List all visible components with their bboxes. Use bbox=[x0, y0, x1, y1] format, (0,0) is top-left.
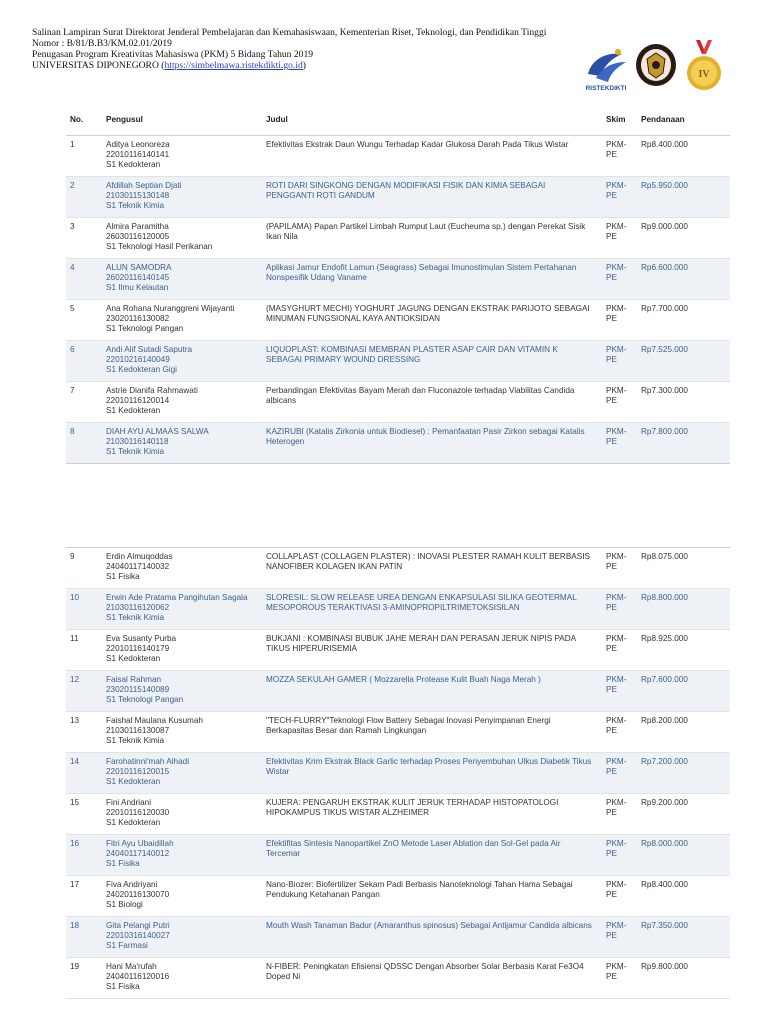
table-row bbox=[66, 917, 730, 958]
table-row bbox=[66, 177, 730, 218]
row-skim: PKM-PE bbox=[602, 917, 637, 958]
table-row bbox=[66, 876, 730, 917]
row-prodi: S1 Farmasi bbox=[106, 941, 148, 950]
row-nim: 24020116130070 bbox=[106, 890, 170, 899]
row-judul: LIQUOPLAST: KOMBINASI MEMBRAN PLASTER ASAP CAIR DAN VITAMIN K SEBAGAI PRIMARY WOUND DRESSING bbox=[262, 341, 602, 382]
row-prodi: S1 Teknik Kimia bbox=[106, 447, 165, 456]
table-row bbox=[66, 712, 730, 753]
table-row bbox=[66, 753, 730, 794]
row-pengusul bbox=[102, 259, 262, 300]
row-judul: Efektivitas Krim Ekstrak Black Garlic terhadap Proses Penyembuhan Ulkus Diabetik Tikus Wistar bbox=[262, 753, 602, 794]
header-skim: Skim bbox=[602, 105, 637, 136]
row-nim: 22010116140141 bbox=[106, 150, 170, 159]
table-row bbox=[66, 218, 730, 259]
row-judul: Aplikasi Jamur Endofit Lamun (Seagrass) Sebagai Imunostimulan Sistem Pertahanan Nonspesifik Udang Vaname bbox=[262, 259, 602, 300]
row-name: Fini Andriani bbox=[106, 798, 152, 807]
row-prodi: S1 Fisika bbox=[106, 982, 140, 991]
row-name: Fitri Ayu Ubaidillah bbox=[106, 839, 174, 848]
row-skim: PKM-PE bbox=[602, 177, 637, 218]
row-judul: (MASYGHURT MECHI) YOGHURT JAGUNG DENGAN EKSTRAK PARIJOTO SEBAGAI MINUMAN FUNGSIONAL KAYA ANTIOKSIDAN bbox=[262, 300, 602, 341]
row-prodi: S1 Teknik Kimia bbox=[106, 613, 165, 622]
page-break-cell bbox=[66, 464, 730, 548]
row-name: Faisal Rahman bbox=[106, 675, 162, 684]
row-skim: PKM-PE bbox=[602, 136, 637, 177]
row-name: Gita Pelangi Putri bbox=[106, 921, 170, 930]
row-skim: PKM-PE bbox=[602, 423, 637, 464]
row-skim: PKM-PE bbox=[602, 341, 637, 382]
row-name: Andi Alif Sutadi Saputra bbox=[106, 345, 193, 354]
row-pendanaan: Rp7.300.000 bbox=[637, 382, 730, 423]
logo-group bbox=[582, 40, 742, 92]
header-pendanaan: Pendanaan bbox=[637, 105, 730, 136]
table-header-row bbox=[66, 105, 730, 136]
header-judul: Judul bbox=[262, 105, 602, 136]
row-pendanaan: Rp5.950.000 bbox=[637, 177, 730, 218]
header-line-number: Nomor : B/81/B.B3/KM.02.01/2019 bbox=[32, 38, 172, 49]
table-row bbox=[66, 589, 730, 630]
row-no: 15 bbox=[66, 794, 102, 835]
row-skim: PKM-PE bbox=[602, 958, 637, 999]
row-prodi: S1 Fisika bbox=[106, 572, 140, 581]
row-name: Faishal Maulana Kusumah bbox=[106, 716, 203, 725]
row-pendanaan: Rp6.600.000 bbox=[637, 259, 730, 300]
header-line-letter: Salinan Lampiran Surat Direktorat Jenderal Pembelajaran dan Kemahasiswaan, Kementerian Riset, Teknologi, dan Pendidikan Tinggi bbox=[32, 27, 547, 38]
row-no: 11 bbox=[66, 630, 102, 671]
row-prodi: S1 Biologi bbox=[106, 900, 143, 909]
row-name: Ana Rohana Nuranggreni Wijayanti bbox=[106, 304, 235, 313]
header-no: No. bbox=[66, 105, 102, 136]
row-no: 3 bbox=[66, 218, 102, 259]
row-pendanaan: Rp7.600.000 bbox=[637, 671, 730, 712]
row-judul: KAZIRUBI (Katalis Zirkonia untuk Biodiesel) : Pemanfaatan Pasir Zirkon sebagai Katalis Heterogen bbox=[262, 423, 602, 464]
row-no: 17 bbox=[66, 876, 102, 917]
header-line-university bbox=[32, 60, 592, 71]
row-judul: N-FIBER: Peningkatan Efisiensi QDSSC Dengan Absorber Solar Berbasis Karat Fe3O4 Doped Ni bbox=[262, 958, 602, 999]
row-nim: 22010116120014 bbox=[106, 396, 170, 405]
row-nim: 24040117140032 bbox=[106, 562, 170, 571]
row-judul: ROTI DARI SINGKONG DENGAN MODIFIKASI FISIK DAN KIMIA SEBAGAI PENGGANTI ROTI GANDUM bbox=[262, 177, 602, 218]
row-skim: PKM-PE bbox=[602, 382, 637, 423]
row-pengusul bbox=[102, 835, 262, 876]
row-no: 14 bbox=[66, 753, 102, 794]
ristek-logo-label: RISTEKDIKTI bbox=[585, 85, 627, 92]
row-pengusul bbox=[102, 548, 262, 589]
row-name: Astrie Dianifa Rahmawati bbox=[106, 386, 198, 395]
row-nim: 24040116120016 bbox=[106, 972, 170, 981]
row-pendanaan: Rp7.800.000 bbox=[637, 423, 730, 464]
page-break-gap bbox=[66, 464, 730, 548]
row-prodi: S1 Teknik Kimia bbox=[106, 201, 165, 210]
row-nim: 21030115130148 bbox=[106, 191, 170, 200]
row-nim: 22010316140027 bbox=[106, 931, 170, 940]
row-prodi: S1 Teknologi Pangan bbox=[106, 695, 184, 704]
row-no: 7 bbox=[66, 382, 102, 423]
table-row bbox=[66, 341, 730, 382]
university-suffix: ) bbox=[302, 60, 306, 71]
row-judul: SLORESIL: SLOW RELEASE UREA DENGAN ENKAPSULASI SILIKA GEOTERMAL MESOPOROUS TERAKTIVASI 3-AMINOPROPILTRIMETOKSISILAN bbox=[262, 589, 602, 630]
table-row bbox=[66, 259, 730, 300]
row-prodi: S1 Fisika bbox=[106, 859, 140, 868]
table-row bbox=[66, 958, 730, 999]
row-no: 13 bbox=[66, 712, 102, 753]
row-pendanaan: Rp7.200.000 bbox=[637, 753, 730, 794]
row-judul: "TECH-FLURRY"Teknologi Flow Battery Sebagai Inovasi Penyimpanan Energi Berkapasitas Besar dan Ramah Lingkungan bbox=[262, 712, 602, 753]
row-pengusul bbox=[102, 958, 262, 999]
row-skim: PKM-PE bbox=[602, 876, 637, 917]
row-judul: KUJERA: PENGARUH EKSTRAK KULIT JERUK TERHADAP HISTOPATOLOGI HIPOKAMPUS TIKUS WISTAR ALZHEIMER bbox=[262, 794, 602, 835]
row-name: Hani Ma'rufah bbox=[106, 962, 157, 971]
row-prodi: S1 Ilmu Kelautan bbox=[106, 283, 169, 292]
row-nim: 22010116120030 bbox=[106, 808, 170, 817]
row-prodi: S1 Teknik Kimia bbox=[106, 736, 165, 745]
row-prodi: S1 Kedokteran bbox=[106, 654, 161, 663]
row-pengusul bbox=[102, 218, 262, 259]
row-nim: 21030116130087 bbox=[106, 726, 170, 735]
row-no: 18 bbox=[66, 917, 102, 958]
row-pendanaan: Rp7.700.000 bbox=[637, 300, 730, 341]
table-body bbox=[66, 136, 730, 999]
table-row bbox=[66, 136, 730, 177]
row-prodi: S1 Kedokteran bbox=[106, 777, 161, 786]
row-nim: 23020115140089 bbox=[106, 685, 170, 694]
row-pendanaan: Rp7.350.000 bbox=[637, 917, 730, 958]
row-skim: PKM-PE bbox=[602, 671, 637, 712]
row-pengusul bbox=[102, 753, 262, 794]
simbelmawa-link[interactable]: https://simbelmawa.ristekdikti.go.id bbox=[164, 60, 303, 71]
row-no: 6 bbox=[66, 341, 102, 382]
row-pendanaan: Rp8.075.000 bbox=[637, 548, 730, 589]
row-pengusul bbox=[102, 382, 262, 423]
row-pengusul bbox=[102, 136, 262, 177]
table-row bbox=[66, 548, 730, 589]
row-pendanaan: Rp8.800.000 bbox=[637, 589, 730, 630]
row-nim: 24040117140012 bbox=[106, 849, 170, 858]
row-nim: 22010116140179 bbox=[106, 644, 170, 653]
row-pendanaan: Rp8.000.000 bbox=[637, 835, 730, 876]
row-name: Farohatinni'mah Alhadi bbox=[106, 757, 190, 766]
row-judul: Nano-Biozer: Biofertilizer Sekam Padi Berbasis Nanoteknologi Tahan Hama Sebagai Pendukung Ketahanan Pangan bbox=[262, 876, 602, 917]
table-row bbox=[66, 671, 730, 712]
row-nim: 26020116140145 bbox=[106, 273, 170, 282]
pkm-table bbox=[66, 105, 730, 999]
row-pendanaan: Rp8.400.000 bbox=[637, 136, 730, 177]
table-row bbox=[66, 835, 730, 876]
row-judul: Perbandingan Efektivitas Bayam Merah dan Fluconazole terhadap Viabilitas Candida albicans bbox=[262, 382, 602, 423]
row-judul: (PAPILAMA) Papan Partikel Limbah Rumput Laut (Eucheuma sp.) dengan Perekat Sisik Ikan Nila bbox=[262, 218, 602, 259]
row-prodi: S1 Teknologi Pangan bbox=[106, 324, 184, 333]
row-prodi: S1 Kedokteran bbox=[106, 818, 161, 827]
row-name: Almira Paramitha bbox=[106, 222, 169, 231]
table-row bbox=[66, 382, 730, 423]
row-no: 8 bbox=[66, 423, 102, 464]
ristekdikti-logo bbox=[582, 44, 630, 92]
table-row bbox=[66, 630, 730, 671]
row-pendanaan: Rp9.200.000 bbox=[637, 794, 730, 835]
row-skim: PKM-PE bbox=[602, 712, 637, 753]
row-no: 19 bbox=[66, 958, 102, 999]
row-no: 2 bbox=[66, 177, 102, 218]
undip-logo bbox=[634, 42, 678, 88]
row-pendanaan: Rp9.000.000 bbox=[637, 218, 730, 259]
row-pengusul bbox=[102, 917, 262, 958]
row-nim: 21030116120062 bbox=[106, 603, 170, 612]
row-pengusul bbox=[102, 423, 262, 464]
row-prodi: S1 Teknologi Hasil Perikanan bbox=[106, 242, 213, 251]
row-no: 10 bbox=[66, 589, 102, 630]
row-name: Afdillah Septian Djati bbox=[106, 181, 182, 190]
row-pengusul bbox=[102, 300, 262, 341]
row-name: ALUN SAMODRA bbox=[106, 263, 172, 272]
row-skim: PKM-PE bbox=[602, 218, 637, 259]
row-skim: PKM-PE bbox=[602, 753, 637, 794]
row-pengusul bbox=[102, 671, 262, 712]
row-pendanaan: Rp8.400.000 bbox=[637, 876, 730, 917]
row-no: 16 bbox=[66, 835, 102, 876]
row-skim: PKM-PE bbox=[602, 835, 637, 876]
row-name: Aditya Leonoreza bbox=[106, 140, 170, 149]
row-no: 12 bbox=[66, 671, 102, 712]
row-skim: PKM-PE bbox=[602, 794, 637, 835]
row-nim: 22010216140049 bbox=[106, 355, 170, 364]
row-name: Fiva Andriyani bbox=[106, 880, 158, 889]
row-pengusul bbox=[102, 876, 262, 917]
row-no: 9 bbox=[66, 548, 102, 589]
row-skim: PKM-PE bbox=[602, 300, 637, 341]
row-prodi: S1 Kedokteran bbox=[106, 406, 161, 415]
university-name: UNIVERSITAS DIPONEGORO ( bbox=[32, 60, 165, 71]
row-prodi: S1 Kedokteran Gigi bbox=[106, 365, 178, 374]
row-skim: PKM-PE bbox=[602, 259, 637, 300]
row-nim: 23020116130082 bbox=[106, 314, 170, 323]
row-no: 5 bbox=[66, 300, 102, 341]
row-judul: MOZZA SEKULAH GAMER ( Mozzarella Protease Kulit Buah Naga Merah ) bbox=[262, 671, 602, 712]
row-nim: 21030116140118 bbox=[106, 437, 169, 446]
row-pengusul bbox=[102, 712, 262, 753]
row-no: 4 bbox=[66, 259, 102, 300]
row-name: Eva Susanty Purba bbox=[106, 634, 177, 643]
row-judul: Efektifitas Sintesis Nanopartikel ZnO Metode Laser Ablation dan Sol-Gel pada Air Tercemar bbox=[262, 835, 602, 876]
row-nim: 26030116120005 bbox=[106, 232, 170, 241]
row-judul: COLLAPLAST (COLLAGEN PLASTER) : INOVASI PLESTER RAMAH KULIT BERBASIS NANOFIBER KOLAGEN IKAN PATIN bbox=[262, 548, 602, 589]
row-name: Erdin Almuqoddas bbox=[106, 552, 173, 561]
header-pengusul: Pengusul bbox=[102, 105, 262, 136]
table-row bbox=[66, 300, 730, 341]
row-pengusul bbox=[102, 589, 262, 630]
medal-label: IV bbox=[698, 69, 710, 80]
row-pendanaan: Rp8.200.000 bbox=[637, 712, 730, 753]
row-judul: Mouth Wash Tanaman Badur (Amaranthus spinosus) Sebagai Antijamur Candida albicans bbox=[262, 917, 602, 958]
row-judul: BUKJANI : KOMBINASI BUBUK JAHE MERAH DAN PERASAN JERUK NIPIS PADA TIKUS HIPERURISEMIA bbox=[262, 630, 602, 671]
row-prodi: S1 Kedokteran bbox=[106, 160, 161, 169]
row-name: Erwin Ade Pratama Pangihutan Sagala bbox=[106, 593, 248, 602]
row-pendanaan: Rp8.925.000 bbox=[637, 630, 730, 671]
row-skim: PKM-PE bbox=[602, 630, 637, 671]
table-row bbox=[66, 794, 730, 835]
row-nim: 22010116120015 bbox=[106, 767, 170, 776]
table-row bbox=[66, 423, 730, 464]
row-pendanaan: Rp9.800.000 bbox=[637, 958, 730, 999]
row-skim: PKM-PE bbox=[602, 589, 637, 630]
row-pendanaan: Rp7.525.000 bbox=[637, 341, 730, 382]
row-pengusul bbox=[102, 794, 262, 835]
row-pengusul bbox=[102, 177, 262, 218]
row-pengusul bbox=[102, 341, 262, 382]
row-name: DIAH AYU ALMAAS SALWA bbox=[106, 427, 209, 436]
medal-logo bbox=[684, 40, 724, 92]
header-line-program: Penugasan Program Kreativitas Mahasiswa (PKM) 5 Bidang Tahun 2019 bbox=[32, 49, 314, 60]
row-skim: PKM-PE bbox=[602, 548, 637, 589]
row-judul: Efektivitas Ekstrak Daun Wungu Terhadap Kadar Glukosa Darah Pada Tikus Wistar bbox=[262, 136, 602, 177]
row-pengusul bbox=[102, 630, 262, 671]
document-header bbox=[32, 27, 592, 71]
row-no: 1 bbox=[66, 136, 102, 177]
